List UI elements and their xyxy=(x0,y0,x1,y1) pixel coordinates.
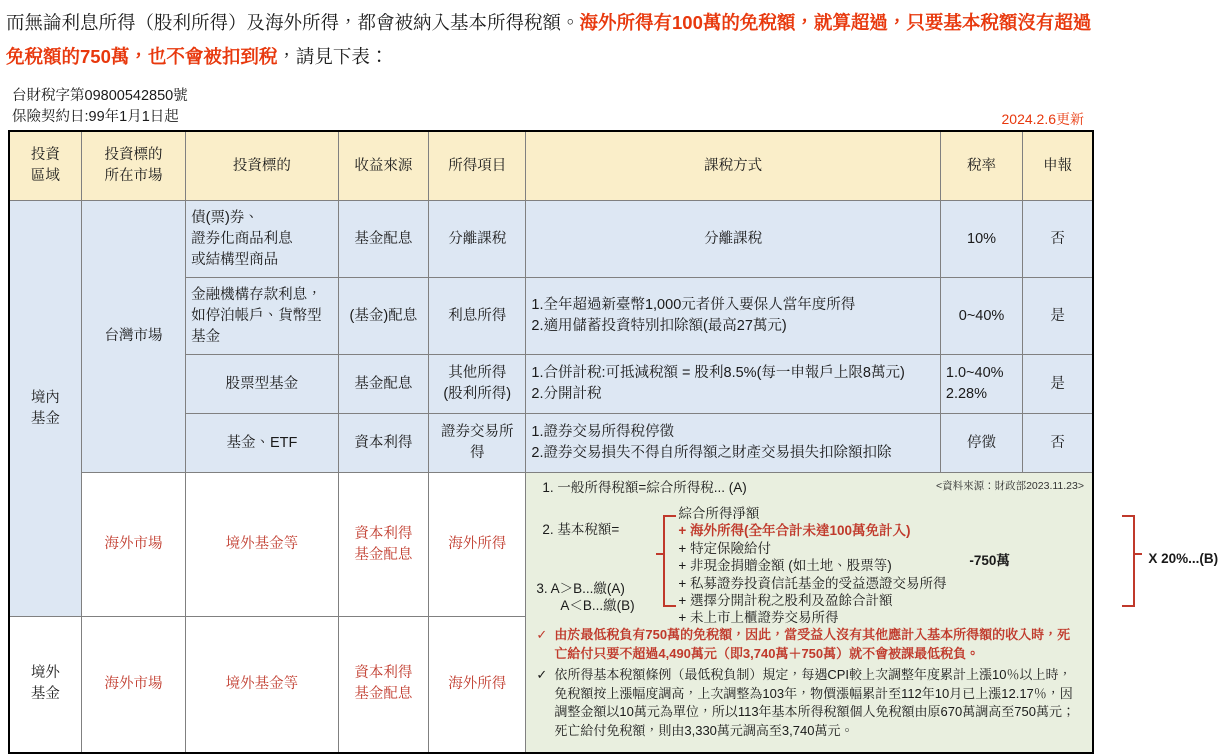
intro-paragraph xyxy=(0,0,1102,74)
caption-line-1: 台財稅字第09800542850號 xyxy=(12,88,188,104)
cell-income-source xyxy=(338,617,428,753)
source-line-1: 資本利得 xyxy=(354,665,413,682)
area-line-1: 境外 xyxy=(30,665,60,682)
area-line-2: 基金 xyxy=(30,686,60,703)
cell-income-source: (基金)配息 xyxy=(338,278,428,355)
check-icon: ✓ xyxy=(536,667,548,683)
method-line-1: 1.證券交易所得稅停徵 xyxy=(531,424,674,440)
formula-line-1: 1. 一般所得稅額=綜合所得稅... (A) xyxy=(542,480,747,495)
caption-line-2: 保險契約日:99年1月1日起 xyxy=(12,109,179,125)
formula-source-note: <資料來源：財政部2023.11.23> xyxy=(935,480,1084,492)
table-row xyxy=(9,201,1093,278)
target-line-3: 或結構型商品 xyxy=(191,251,279,268)
formula-multiplier: X 20%...(B) xyxy=(1148,551,1218,566)
method-line-2: 2.證券交易損失不得自所得額之財產交易損失扣除額扣除 xyxy=(531,445,892,461)
area-line-1: 境內 xyxy=(30,389,60,406)
formula-line-3 xyxy=(536,580,634,614)
header-line-1: 投資標的 xyxy=(104,147,163,163)
column-header-declare: 申報 xyxy=(1023,131,1093,201)
cell-market-overseas: 海外市場 xyxy=(81,473,185,617)
check-icon: ✓ xyxy=(536,627,548,642)
tax-comparison-table xyxy=(8,130,1218,754)
column-header-market xyxy=(81,131,185,201)
item-line-1: 其他所得 xyxy=(448,365,507,381)
formula-item: + 私募證券投資信託基金的受益憑證交易所得 xyxy=(678,575,947,591)
target-line-2: 如停泊帳戶、貨幣型 xyxy=(191,307,322,324)
intro-text-part1: 而無論利息所得（股利所得）及海外所得，都會被納入基本所得稅額。 xyxy=(6,12,580,33)
formula-line-3b: A＜B...繳(B) xyxy=(560,598,635,613)
cell-investment-area-overseas xyxy=(9,617,81,753)
cell-declare: 是 xyxy=(1023,278,1093,355)
intro-text-tail: ，請見下表： xyxy=(277,46,389,67)
formula-item-overseas-income: + 海外所得(全年合計未達100萬免計入) xyxy=(678,523,911,539)
column-header-investment-area xyxy=(9,131,81,201)
target-line-1: 債(票)券、 xyxy=(191,209,259,226)
table-header-row xyxy=(9,131,1093,201)
cell-income-source: 基金配息 xyxy=(338,201,428,278)
formula-item: + 選擇分開計稅之股利及盈餘合計額 xyxy=(678,593,893,609)
cell-tax-method xyxy=(526,278,941,355)
formula-item-list xyxy=(678,505,946,627)
header-line-1: 投資 xyxy=(30,147,60,163)
cell-tax-method xyxy=(526,355,941,414)
formula-item: + 非現金捐贈金額 (如土地、股票等) xyxy=(678,558,892,574)
cell-investment-area-domestic xyxy=(9,201,81,617)
cell-tax-rate: 停徵 xyxy=(940,414,1022,473)
cell-tax-method: 分離課稅 xyxy=(526,201,941,278)
note-text: 依所得基本稅額條例（最低稅負制）規定，每遇CPI較上次調整年度累計上漲10％以上時，免稅額按上漲幅度調高，上次調整為103年，物價漲幅累計至112年10月已上漲12.17％，因調整金額以10萬元為單位，所以113年基本所得稅額個人免稅額由原670萬調高至750萬元；死亡給付免稅額，則由3,330萬元調高至3,740萬元。 xyxy=(554,667,1075,738)
column-header-tax-method: 課稅方式 xyxy=(526,131,941,201)
formula-line-3a: 3. A＞B...繳(A) xyxy=(536,581,625,596)
cell-income-source xyxy=(338,473,428,617)
method-line-1: 1.全年超過新臺幣1,000元者併入要保人當年度所得 xyxy=(531,297,856,313)
method-line-1: 1.合併計稅:可抵減稅額 = 股利8.5%(每一申報戶上限8萬元) xyxy=(531,365,905,381)
cell-income-item: 海外所得 xyxy=(429,473,526,617)
cell-income-source: 基金配息 xyxy=(338,355,428,414)
column-header-income-item: 所得項目 xyxy=(429,131,526,201)
source-line-2: 基金配息 xyxy=(354,686,413,703)
formula-panel xyxy=(526,473,1218,626)
cell-target: 境外基金等 xyxy=(186,617,339,753)
cell-tax-rate: 10% xyxy=(940,201,1022,278)
cell-income-source: 資本利得 xyxy=(338,414,428,473)
table-caption xyxy=(0,86,1102,130)
cell-target: 股票型基金 xyxy=(186,355,339,414)
column-header-income-source: 收益來源 xyxy=(338,131,428,201)
cell-declare: 否 xyxy=(1023,201,1093,278)
cell-income-item: 分離課稅 xyxy=(429,201,526,278)
cell-minimum-tax-formula-block xyxy=(526,473,1218,753)
intro-highlight-1: 海外所得有100萬的免稅額，就算超過，只要 xyxy=(579,12,944,33)
note-text: 由於最低稅負有750萬的免稅額，因此，當受益人沒有其他應計入基本所得額的收入時，死亡給付只要不超過4,490萬元（即3,740萬＋750萬）就不會被課最低稅負。 xyxy=(554,627,1071,661)
cell-market-taiwan: 台灣市場 xyxy=(81,201,185,473)
note-item xyxy=(534,666,1082,740)
source-line-2: 基金配息 xyxy=(354,546,413,563)
target-line-1: 金融機構存款利息， xyxy=(191,286,322,303)
cell-tax-method xyxy=(526,414,941,473)
cell-income-item: 海外所得 xyxy=(429,617,526,753)
formula-item: 綜合所得淨額 xyxy=(678,506,760,521)
table-row xyxy=(9,473,1093,617)
cell-target: 境外基金等 xyxy=(186,473,339,617)
column-header-tax-rate: 稅率 xyxy=(940,131,1022,201)
method-line-2: 2.分開計稅 xyxy=(531,386,602,402)
target-line-2: 證券化商品利息 xyxy=(191,230,293,247)
formula-item: + 特定保險給付 xyxy=(678,540,772,556)
updated-badge: 2024.2.6更新 xyxy=(1001,111,1084,127)
cell-market-overseas: 海外市場 xyxy=(81,617,185,753)
cell-income-item: 利息所得 xyxy=(429,278,526,355)
area-line-2: 基金 xyxy=(30,410,60,427)
target-line-3: 基金 xyxy=(191,328,221,345)
left-bracket-tick xyxy=(656,553,664,555)
cell-declare: 是 xyxy=(1023,355,1093,414)
note-item xyxy=(534,626,1082,663)
formula-line-2-label: 2. 基本稅額= xyxy=(542,522,620,537)
cell-income-item xyxy=(429,355,526,414)
notes-panel xyxy=(526,620,1092,752)
column-header-target: 投資標的 xyxy=(186,131,339,201)
cell-target xyxy=(186,278,339,355)
right-bracket-tick xyxy=(1133,553,1142,555)
rate-line-1: 1.0~40% xyxy=(945,365,1004,381)
item-line-2: (股利所得) xyxy=(443,386,512,402)
header-line-2: 區域 xyxy=(30,168,60,184)
cell-target: 基金、ETF xyxy=(186,414,339,473)
method-line-2: 2.適用儲蓄投資特別扣除額(最高27萬元) xyxy=(531,318,787,334)
cell-income-item: 證券交易所得 xyxy=(429,414,526,473)
cell-tax-rate: 0~40% xyxy=(940,278,1022,355)
formula-deduction-amount: -750萬 xyxy=(969,553,1010,568)
source-line-1: 資本利得 xyxy=(354,525,413,542)
right-bracket-shape xyxy=(1122,515,1135,607)
formula-item: + 未上市上櫃證券交易所得 xyxy=(678,610,839,626)
left-bracket-shape xyxy=(663,515,676,607)
cell-declare: 否 xyxy=(1023,414,1093,473)
intro-highlight-2: 基本稅額沒有超過免稅額的750萬，也不會被扣到稅 xyxy=(6,12,1092,67)
cell-target xyxy=(186,201,339,278)
rate-line-2: 2.28% xyxy=(945,386,988,402)
cell-tax-rate xyxy=(940,355,1022,414)
header-line-2: 所在市場 xyxy=(104,168,163,184)
